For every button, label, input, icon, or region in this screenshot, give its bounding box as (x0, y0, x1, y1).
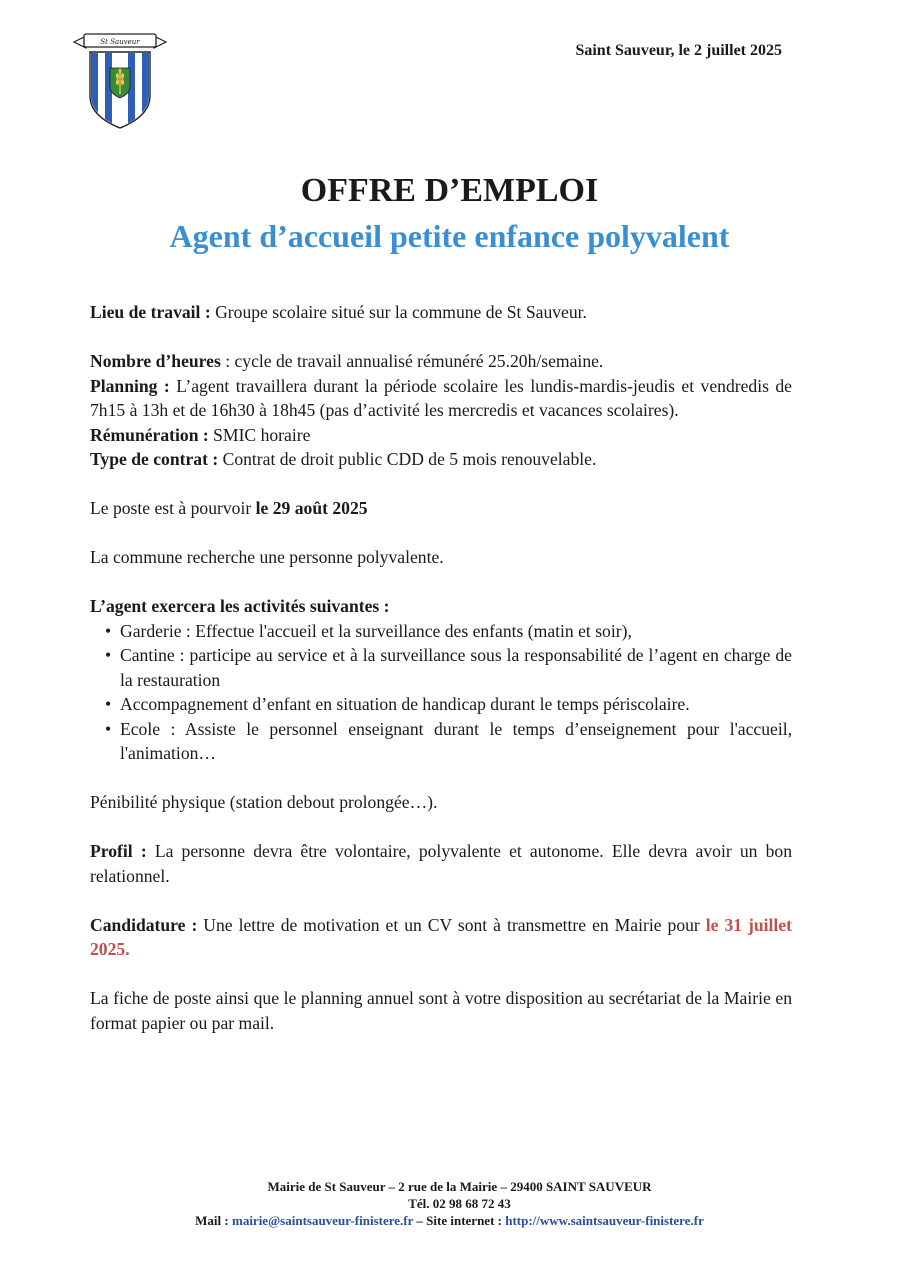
recherche-line: La commune recherche une personne polyvalente. (90, 547, 444, 567)
footer (0, 1178, 899, 1229)
contrat-text: Contrat de droit public CDD de 5 mois renouvelable. (218, 449, 597, 469)
lieu-line (90, 300, 792, 325)
mail-link[interactable]: mairie@saintsauveur-finistere.fr (231, 1213, 414, 1228)
heures-label: Nombre d’heures (90, 351, 221, 371)
footer-contacts (0, 1212, 899, 1229)
crest-banner-text: St Sauveur (100, 38, 140, 46)
planning-label: Planning : (90, 375, 170, 396)
lieu-label: Lieu de travail : (90, 302, 211, 322)
penibilite-line: Pénibilité physique (station debout prolongée…). (90, 792, 438, 812)
planning-line (90, 374, 792, 423)
mail-label: Mail : (195, 1213, 232, 1228)
bullet-icon: • (105, 645, 112, 665)
planning-text: L’agent travaillera durant la période scolaire les lundis-mardis-jeudis et vendredis de 7h15 à 13h et de 16h30 à 18h45 (pas d’activité les mercredis et vacances scolaires). (90, 375, 792, 420)
list-item: • Accompagnement d’enfant en situation de handicap durant le temps périscolaire. (90, 692, 792, 717)
heures-text: : cycle de travail annualisé rémunéré 25.20h/semaine. (220, 351, 604, 371)
footer-address: Mairie de St Sauveur – 2 rue de la Mairie – 29400 SAINT SAUVEUR (267, 1179, 652, 1194)
activites-list (90, 619, 792, 766)
list-item: • Ecole : Assiste le personnel enseignant durant le temps d’enseignement pour l'accueil, l'animation… (105, 718, 792, 763)
fiche-line: La fiche de poste ainsi que le planning annuel sont à votre disposition au secrétariat de la Mairie en format papier ou par mail. (90, 988, 792, 1033)
profil-line (90, 839, 792, 888)
poste-line (90, 496, 792, 521)
list-item: • Garderie : Effectue l'accueil et la surveillance des enfants (matin et soir), (90, 619, 792, 644)
job-offer-body (90, 300, 792, 1035)
candidature-label: Candidature : (90, 914, 198, 935)
list-item: • Cantine : participe au service et à la surveillance sous la responsabilité de l’agent en charge de la restauration (105, 645, 792, 690)
contrat-line (90, 447, 792, 472)
website-link[interactable]: http://www.saintsauveur-finistere.fr (505, 1213, 704, 1228)
dateline: Saint Sauveur, le 2 juillet 2025 (575, 42, 782, 59)
site-label: – Site internet : (413, 1213, 506, 1228)
heures-line (90, 349, 792, 374)
bullet-icon: • (105, 620, 112, 641)
poste-date: le 29 août 2025 (255, 498, 368, 518)
footer-tel: Tél. 02 98 68 72 43 (408, 1196, 511, 1211)
job-title: Agent d’accueil petite enfance polyvalent (169, 218, 730, 254)
activites-heading: L’agent exercera les activités suivantes : (90, 596, 390, 616)
poste-text: Le poste est à pourvoir (90, 498, 256, 518)
remuneration-text: SMIC horaire (208, 424, 311, 445)
contrat-label: Type de contrat : (90, 449, 219, 469)
profil-label: Profil : (90, 841, 147, 861)
lieu-text: Groupe scolaire situé sur la commune de St Sauveur. (210, 302, 587, 322)
remuneration-line (90, 423, 792, 448)
page-title: OFFRE D’EMPLOI (300, 172, 599, 209)
candidature-date: le 31 juillet 2025. (90, 914, 792, 959)
candidature-line (90, 913, 792, 962)
candidature-text: Une lettre de motivation et un CV sont à transmettre en Mairie pour (197, 914, 706, 935)
remuneration-label: Rémunération : (90, 424, 209, 445)
profil-text: La personne devra être volontaire, polyvalente et autonome. Elle devra avoir un bon relationnel. (90, 841, 792, 886)
bullet-icon: • (105, 718, 112, 739)
bullet-icon: • (105, 694, 112, 714)
